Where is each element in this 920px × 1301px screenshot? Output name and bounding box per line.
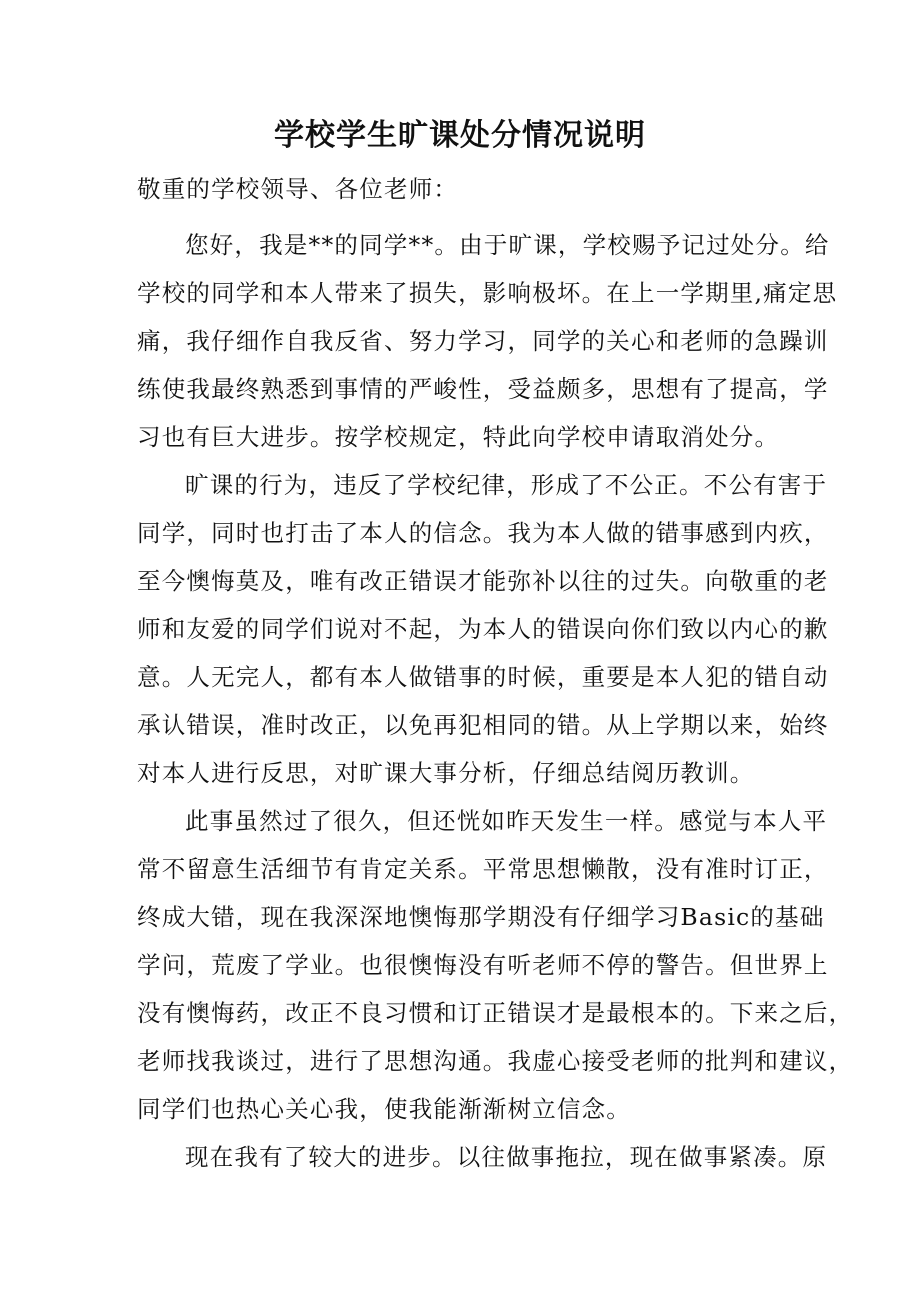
paragraph-line: 习也有巨大进步。按学校规定，特此向学校申请取消处分。 — [137, 423, 780, 451]
paragraph-line: 承认错误，准时改正，以免再犯相同的错。从上学期以来，始终 — [137, 711, 829, 739]
paragraph-line: 学问，荒废了学业。也很懊悔没有听老师不停的警告。但世界上 — [137, 951, 829, 979]
paragraph-line: 旷课的行为，违反了学校纪律，形成了不公正。不公有害于 — [185, 471, 828, 499]
salutation: 敬重的学校领导、各位老师： — [137, 175, 459, 203]
paragraph-line: 常不留意生活细节有肯定关系。平常思想懒散，没有准时订正， — [137, 855, 829, 883]
paragraph-line: 师和友爱的同学们说对不起，为本人的错误向你们致以内心的歉 — [137, 615, 829, 643]
paragraph-line: 没有懊悔药，改正不良习惯和订正错误才是最根本的。下来之后， — [137, 999, 854, 1027]
paragraph-line: 意。人无完人，都有本人做错事的时候，重要是本人犯的错自动 — [137, 663, 829, 691]
paragraph-line: 现在我有了较大的进步。以往做事拖拉，现在做事紧凑。原 — [185, 1143, 828, 1171]
paragraph-line: 学校的同学和本人带来了损失，影响极坏。在上一学期里,痛定思 — [137, 279, 838, 307]
paragraph-line: 终成大错，现在我深深地懊悔那学期没有仔细学习Basic的基础 — [137, 903, 825, 931]
paragraph-line: 您好，我是**的同学**。由于旷课，学校赐予记过处分。给 — [185, 231, 830, 259]
document-title: 学校学生旷课处分情况说明 — [274, 118, 646, 153]
paragraph-line: 至今懊悔莫及，唯有改正错误才能弥补以往的过失。向敬重的老 — [137, 567, 829, 595]
paragraph-line: 同学，同时也打击了本人的信念。我为本人做的错事感到内疚， — [137, 519, 829, 547]
paragraph-line: 同学们也热心关心我，使我能渐渐树立信念。 — [137, 1095, 631, 1123]
paragraph-line: 对本人进行反思，对旷课大事分析，仔细总结阅历教训。 — [137, 759, 755, 787]
paragraph-line: 老师找我谈过，进行了思想沟通。我虚心接受老师的批判和建议， — [137, 1047, 854, 1075]
paragraph-line: 此事虽然过了很久，但还恍如昨天发生一样。感觉与本人平 — [185, 807, 828, 835]
paragraph-line: 练使我最终熟悉到事情的严峻性，受益颇多，思想有了提高，学 — [137, 375, 829, 403]
paragraph-line: 痛，我仔细作自我反省、努力学习，同学的关心和老师的急躁训 — [137, 327, 829, 355]
